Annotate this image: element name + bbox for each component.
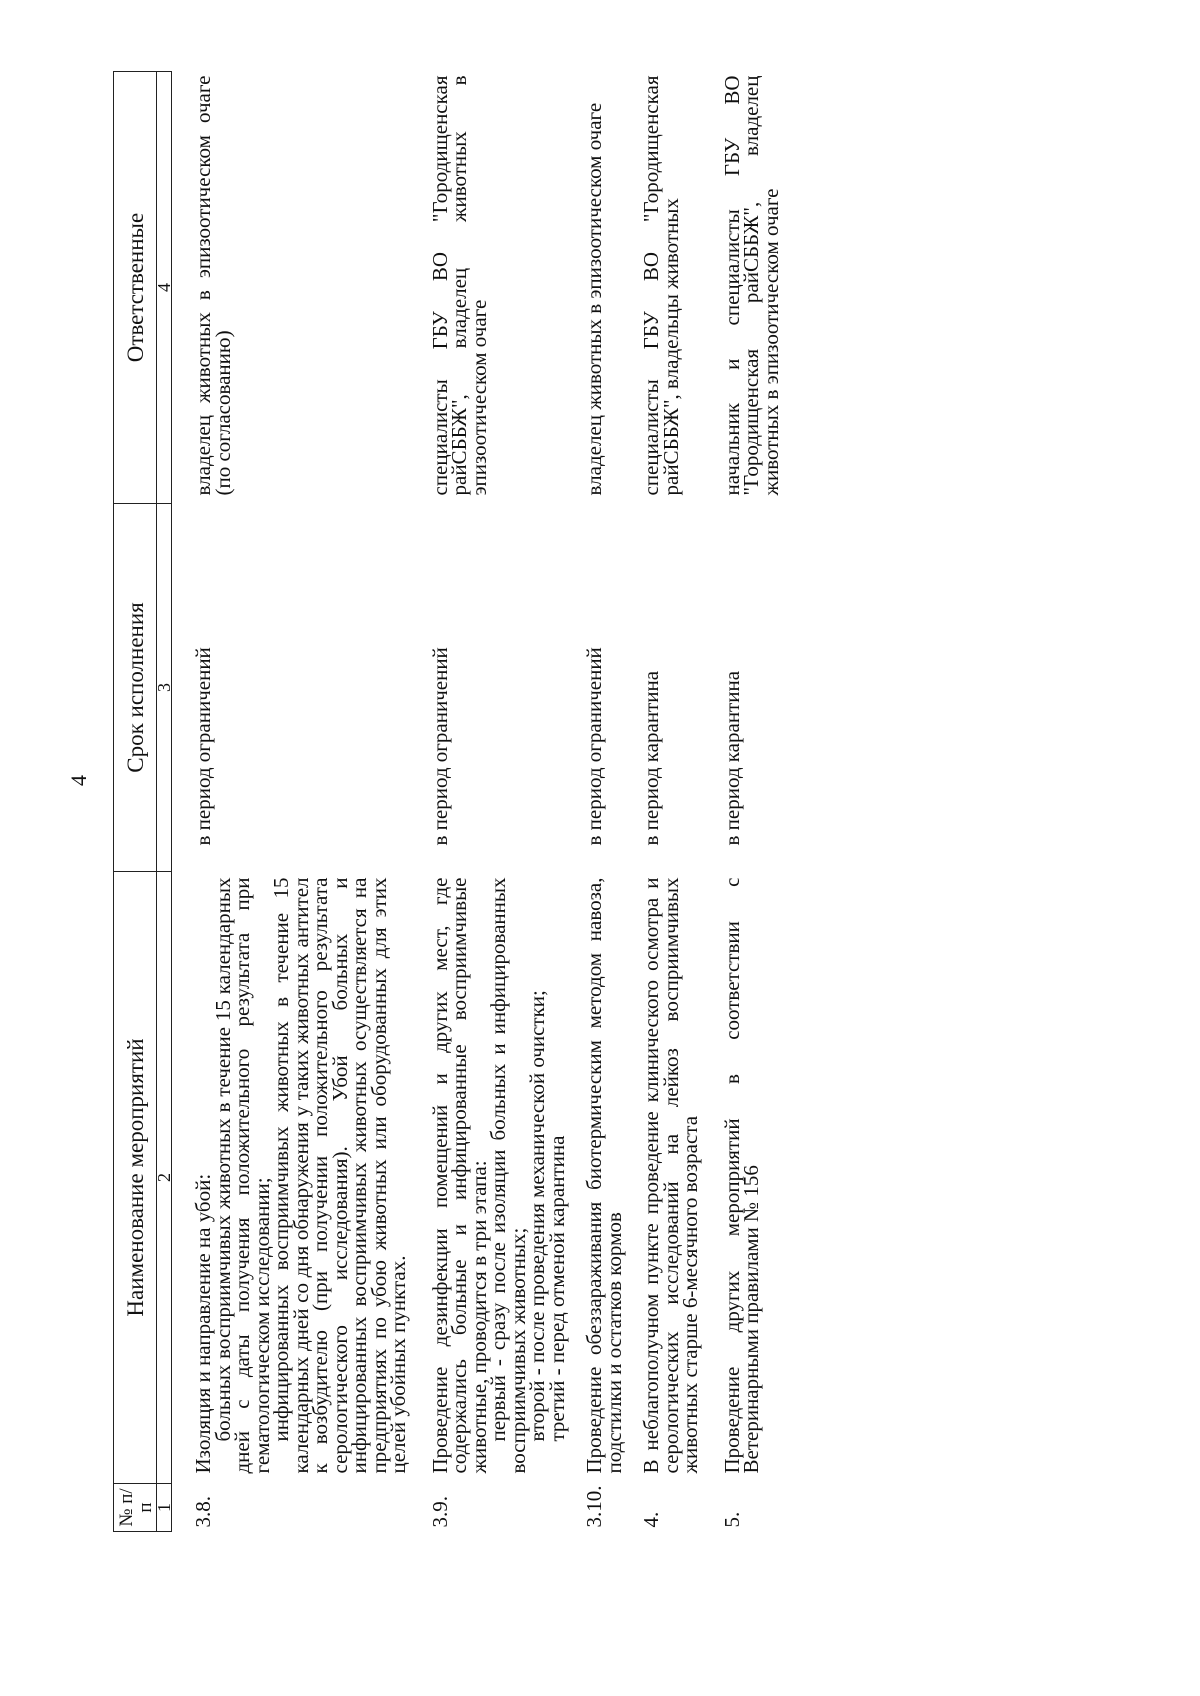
- row-number: 3.10.: [582, 1485, 606, 1528]
- row-responsible: владелец животных в эпизоотическом очаге: [582, 102, 606, 496]
- row-measure: [639, 872, 702, 1484]
- col-index: 4: [157, 72, 172, 504]
- row-responsible: начальник и специалисты ГБУ ВО "Городищенская райСББЖ", владелец животных в эпизоотическом очаге: [719, 75, 783, 496]
- measure-text: Изоляция и направление на убой:: [191, 1173, 215, 1474]
- row-number: 3.9.: [427, 1496, 452, 1528]
- measure-text: первый - сразу после изоляции больных и инфицированных восприимчивых животных;: [486, 877, 530, 1474]
- measure-text: Проведение обеззараживания биотермическим методом навоза, подстилки и остатков кормов: [582, 877, 626, 1474]
- page-number: 4: [66, 775, 91, 786]
- row-measure: [719, 872, 782, 1484]
- row-term: в период ограничений: [582, 647, 606, 846]
- header-term: Срок исполнения: [114, 504, 157, 872]
- table-row: [585, 72, 624, 1532]
- measure-text: инфицированных восприимчивых животных в течение 15 календарных дней со дня обнаружения у таких животных антител к возбудителю (при получении положительного результата серологического исследования). Убой больных и инфицированных восприимчивых животных осуществляется на предприятиях по убою животных или оборудованных для этих целей убойных пунктах.: [269, 877, 410, 1474]
- measure-text: третий - перед отменой карантина: [544, 1135, 569, 1442]
- col-index: 2: [157, 872, 172, 1484]
- row-term: в период карантина: [639, 670, 663, 846]
- measures-table: [113, 71, 781, 1532]
- header-num: № п/п: [114, 1484, 157, 1532]
- measure-text: второй - после проведения механической очистки;: [525, 990, 549, 1442]
- header-resp: Ответственные: [114, 72, 157, 504]
- row-responsible: специалисты ГБУ ВО "Городищенская райСББЖ", владелец животных в эпизоотическом очаге: [427, 75, 491, 496]
- row-number: 4.: [639, 1511, 663, 1528]
- row-measure: [172, 872, 409, 1484]
- table-header-row: [114, 72, 157, 1532]
- col-index: 3: [157, 504, 172, 872]
- measure-text: В неблагополучном пункте проведение клинического осмотра и серологических исследований на лейкоз восприимчивых животных старше 6-месячного возраста: [639, 877, 702, 1474]
- row-term: в период карантина: [719, 670, 744, 846]
- column-index-row: [157, 72, 172, 1532]
- row-responsible: специалисты ГБУ ВО "Городищенская райСББЖ", владельцы животных: [639, 75, 683, 496]
- measure-text: больных восприимчивых животных в течение 15 календарных дней с даты получения положительного результата при гематологическом исследовании;: [210, 877, 274, 1474]
- row-responsible: владелец животных в эпизоотическом очаге (по согласованию): [191, 75, 235, 496]
- row-number: 5.: [719, 1511, 744, 1528]
- header-name: Наименование мероприятий: [114, 872, 157, 1484]
- table-row: [642, 72, 701, 1532]
- table-row: [723, 72, 782, 1532]
- measure-text: Проведение других мероприятий в соответствии с Ветеринарными правилами № 156: [719, 877, 763, 1474]
- row-term: в период ограничений: [191, 647, 215, 846]
- row-term: в период ограничений: [427, 647, 452, 846]
- col-index: 1: [157, 1484, 172, 1532]
- table-row: [172, 72, 409, 1532]
- table-row: [431, 72, 568, 1532]
- measure-text: Проведение дезинфекции помещений и других мест, где содержались больные и инфицированные восприимчивые животные, проводится в три этапа:: [427, 877, 491, 1474]
- row-number: 3.8.: [191, 1496, 215, 1528]
- row-measure: [582, 872, 626, 1484]
- row-measure: [427, 872, 569, 1484]
